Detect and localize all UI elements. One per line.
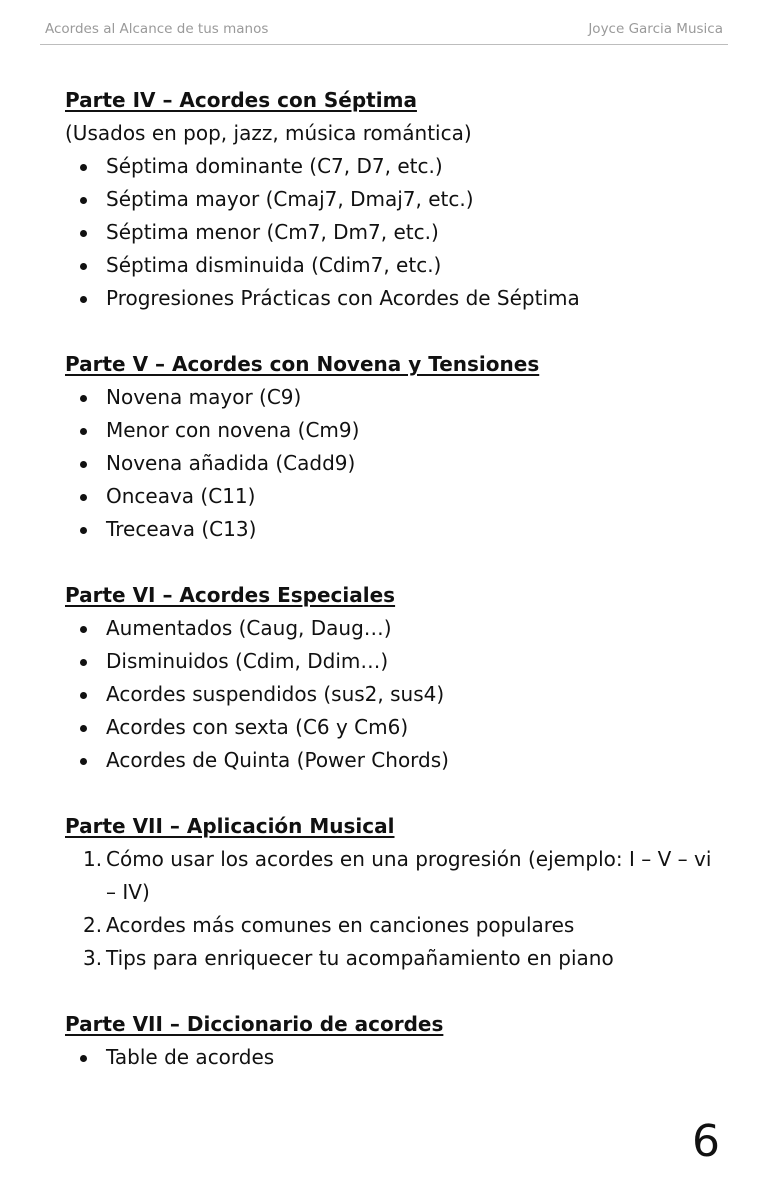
list-item: [83, 909, 715, 942]
section-parte-vii-aplicacion: [65, 810, 715, 975]
list-item: [83, 942, 715, 975]
list-number: 1.: [83, 847, 103, 871]
list-item: [83, 843, 715, 909]
list-item: Novena mayor (C9): [106, 381, 715, 414]
section-subtitle: (Usados en pop, jazz, música romántica): [65, 121, 472, 145]
list-item: Onceava (C11): [106, 480, 715, 513]
section-title: Parte IV – Acordes con Séptima: [65, 88, 417, 112]
list-item: Acordes con sexta (C6 y Cm6): [106, 711, 715, 744]
section-parte-iv: [65, 84, 715, 315]
list-item: Treceava (C13): [106, 513, 715, 546]
bullet-list: [65, 150, 715, 315]
list-number: 3.: [83, 946, 103, 970]
list-item: Aumentados (Caug, Daug…): [106, 612, 715, 645]
section-parte-vii-diccionario: [65, 1008, 715, 1074]
section-title: Parte VI – Acordes Especiales: [65, 583, 396, 607]
list-item: Séptima dominante (C7, D7, etc.): [106, 150, 715, 183]
list-item: Séptima menor (Cm7, Dm7, etc.): [106, 216, 715, 249]
header-book-title: Acordes al Alcance de tus manos: [45, 21, 269, 37]
bullet-list: [65, 381, 715, 546]
list-item-text: Tips para enriquecer tu acompañamiento en piano: [106, 946, 614, 970]
list-number: 2.: [83, 913, 103, 937]
list-item-text: Cómo usar los acordes en una progresión (ejemplo: I – V – vi – IV): [106, 847, 712, 904]
table-of-contents: [65, 84, 715, 1107]
bullet-list: [65, 1041, 715, 1074]
bullet-list: [65, 612, 715, 777]
numbered-list: [65, 843, 715, 975]
list-item: Acordes suspendidos (sus2, sus4): [106, 678, 715, 711]
list-item: Novena añadida (Cadd9): [106, 447, 715, 480]
section-title: Parte V – Acordes con Novena y Tensiones: [65, 352, 540, 376]
page-number: 6: [692, 1116, 720, 1167]
section-parte-vi: [65, 579, 715, 777]
list-item: Acordes de Quinta (Power Chords): [106, 744, 715, 777]
header-author: Joyce Garcia Musica: [588, 21, 723, 37]
list-item: Progresiones Prácticas con Acordes de Séptima: [106, 282, 715, 315]
list-item: Séptima mayor (Cmaj7, Dmaj7, etc.): [106, 183, 715, 216]
section-title: Parte VII – Diccionario de acordes: [65, 1012, 444, 1036]
list-item: Disminuidos (Cdim, Ddim…): [106, 645, 715, 678]
list-item-text: Acordes más comunes en canciones populares: [106, 913, 575, 937]
section-title: Parte VII – Aplicación Musical: [65, 814, 395, 838]
page-header: [40, 18, 728, 45]
list-item: Table de acordes: [106, 1041, 715, 1074]
list-item: Séptima disminuida (Cdim7, etc.): [106, 249, 715, 282]
section-parte-v: [65, 348, 715, 546]
list-item: Menor con novena (Cm9): [106, 414, 715, 447]
